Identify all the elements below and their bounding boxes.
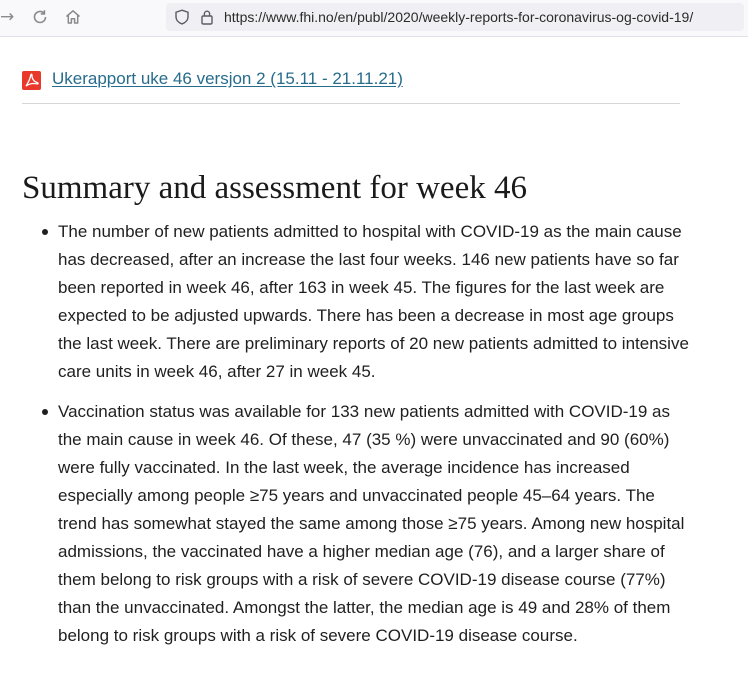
section-heading: Summary and assessment for week 46 [22,170,527,206]
bullet-text: Vaccination status was available for 133 new patients admitted with COVID-19 as the main cause in week 46. Of these, 47 (35 %) were unvaccinated and 90 (60%) were fully vaccinated. In the last week, the average incidence has increased especially among people ≥75 years and unvaccinated people 45–64 years. The trend has somewhat stayed the same among those ≥75 years. Among new hospital admissions, the vaccinated have a higher median age (76), and a larger share of them belong to risk groups with a risk of severe COVID-19 disease course (77%) than the unvaccinated. Amongst the latter, the median age is 49 and 28% of them belong to risk groups with a risk of severe COVID-19 disease course. [58,402,685,645]
bullet-text: The number of new patients admitted to hospital with COVID-19 as the main cause has decreased, after an increase the last four weeks. 146 new patients have so far been reported in week 46, after 163 in week 45. The figures for the last week are expected to be adjusted upwards. There has been a decrease in most age groups the last week. There are preliminary reports of 20 new patients admitted to intensive care units in week 46, after 27 in week 45. [58,222,689,381]
reload-icon[interactable] [30,6,50,28]
bullet-dot [42,409,48,415]
divider [22,103,680,104]
address-bar[interactable] [166,3,744,31]
shield-icon[interactable] [174,9,190,29]
bullet-dot [42,229,48,235]
url-text[interactable]: https://www.fhi.no/en/publ/2020/weekly-reports-for-coronavirus-og-covid-19/ [224,9,694,25]
report-pdf-link[interactable]: Ukerapport uke 46 versjon 2 (15.11 - 21.11.21) [52,69,403,88]
browser-toolbar [0,0,748,37]
back-arrow-icon[interactable]: → [0,7,15,27]
pdf-icon[interactable] [22,71,41,90]
home-icon[interactable] [64,6,84,28]
lock-icon[interactable] [200,9,214,29]
